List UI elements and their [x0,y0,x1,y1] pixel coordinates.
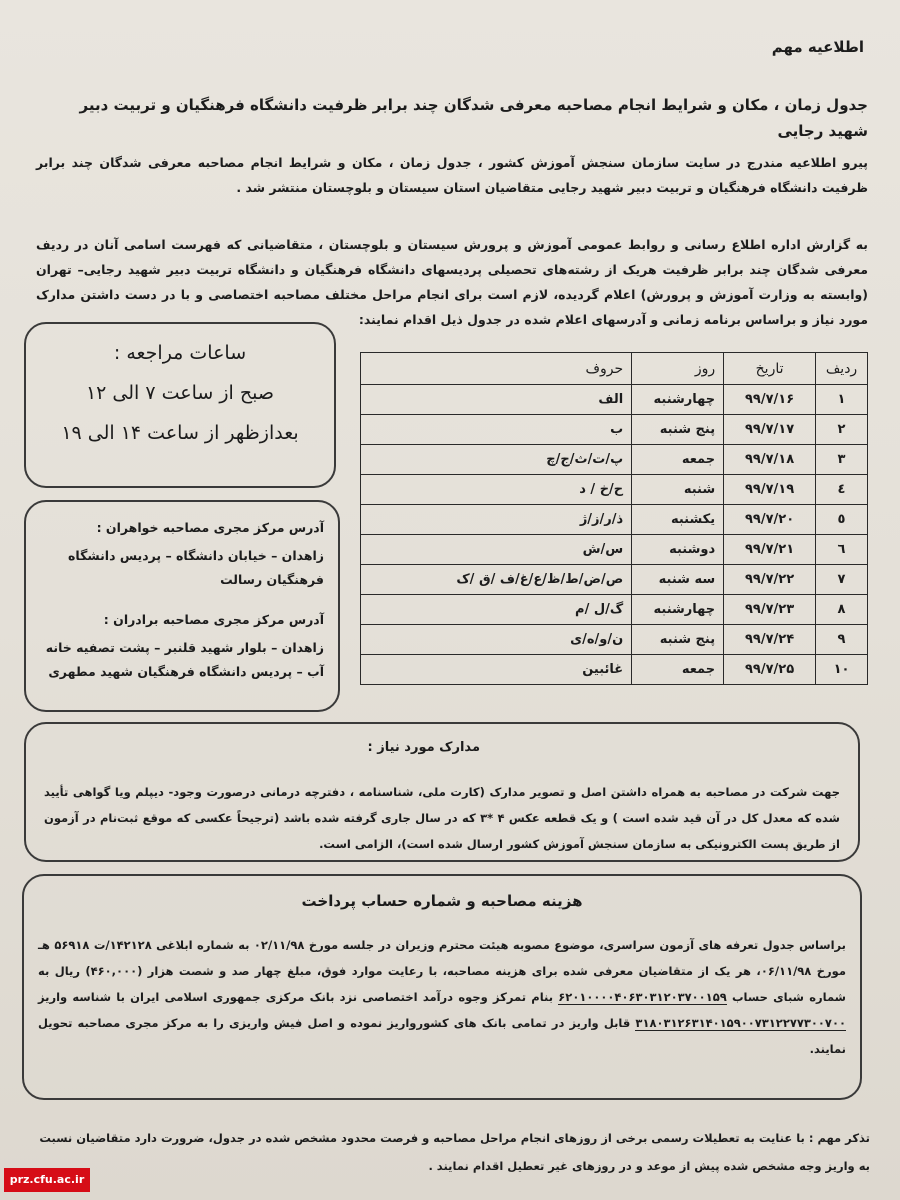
table-row [361,445,868,475]
fee-text-2: بنام تمرکز وجوه درآمد اختصاصی نزد بانک مرکزی جمهوری اسلامی ایران با شناسه واریز [38,990,554,1004]
row-day: چهارشنبه [632,595,724,625]
table-row [361,385,868,415]
row-day: جمعه [632,445,724,475]
row-letters: ذ/ر/ز/ژ [361,505,632,535]
row-letters: الف [361,385,632,415]
row-date: ۹۹/۷/۲۳ [724,595,816,625]
row-day: دوشنبه [632,535,724,565]
row-date: ۹۹/۷/۱۸ [724,445,816,475]
fee-title: هزینه مصاحبه و شماره حساب پرداخت [301,892,583,910]
row-date: ۹۹/۷/۲۴ [724,625,816,655]
fee-text-3: قابل واریز در تمامی بانک های کشورواریز نموده و اصل فیش واریزی را به مرکز مجری مصاحبه تحویل نمایند. [38,1016,846,1056]
table-row [361,415,868,445]
addresses-box [24,500,340,712]
table-row [361,595,868,625]
row-letters: گ/ل /م [361,595,632,625]
row-day: پنج شنبه [632,415,724,445]
sisters-address-title: آدرس مرکز مجری مصاحبه خواهران : [96,520,324,535]
brothers-address-title: آدرس مرکز مجری مصاحبه برادران : [103,612,324,627]
row-index: ٤ [816,475,868,505]
hours-title: ساعات مراجعه : [113,342,247,364]
row-date: ۹۹/۷/۱۷ [724,415,816,445]
header-letters: حروف [361,353,632,385]
important-note: تذکر مهم : با عنایت به تعطیلات رسمی برخی از روزهای انجام مراحل مصاحبه و فرصت محدود مشخص شده در جدول، ضرورت دارد متقاضیان نسبت به واریز وجه مشخص شده پیش از موعد و در روزهای غیر تعطیل اقدام نمایند . [39,1131,870,1173]
brothers-address: زاهدان – بلوار شهید قلنبر – پشت تصفیه خانه آب – پردیس دانشگاه فرهنگیان شهید مطهری [45,640,324,679]
fee-text [38,932,846,1062]
row-day: یکشنبه [632,505,724,535]
row-date: ۹۹/۷/۲۲ [724,565,816,595]
hours-morning: صبح از ساعت ۷ الی ۱۲ [85,382,275,404]
row-letters: ح/خ / د [361,475,632,505]
row-index: ۷ [816,565,868,595]
header-date: تاریخ [724,353,816,385]
visiting-hours-box [24,322,336,488]
row-letters: ص/ض/ط/ظ/ع/غ/ف /ق /ک [361,565,632,595]
row-letters: ن/و/ه/ی [361,625,632,655]
iban-number: ۶۲۰۱۰۰۰۰۴۰۶۳۰۳۱۲۰۳۷۰۰۱۵۹ [558,990,727,1004]
row-index: ۱ [816,385,868,415]
row-index: ٦ [816,535,868,565]
row-date: ۹۹/۷/۱۶ [724,385,816,415]
table-row [361,655,868,685]
table-header-row [361,353,868,385]
documents-text: جهت شرکت در مصاحبه به همراه داشتن اصل و تصویر مدارک (کارت ملی، شناسنامه ، دفترچه درمانی درصورت وجود- دیپلم ویا گواهی تأیید شده که معدل کل در آن قید شده است ) و یک قطعه عکس ۴ *۳ که در سال جاری گرفته شده باشد (ترجیحاً عکسی که موقع ثبت‌نام در آزمون از طریق پست الکترونیکی به سازمان سنجش آموزش کشور ارسال شده است)، الزامی است. [44,785,840,851]
header-index: ردیف [816,353,868,385]
row-index: ۲ [816,415,868,445]
site-watermark: prz.cfu.ac.ir [4,1168,90,1192]
report-paragraph: به گزارش اداره اطلاع رسانی و روابط عمومی آموزش و پرورش سیستان و بلوچستان ، متقاضیانی که فهرست اسامی آنان در ردیف معرفی شدگان چند برابر ظرفیت هریک از رشته‌های تحصیلی پردیسهای دانشگاه فرهنگیان و دانشگاه تربیت دبیر شهید رجایی– تهران (وابسته به وزارت آموزش و پرورش) اعلام گردیده، لازم است برای انجام مراحل مختلف مصاحبه اختصاصی و با در دست داشتن مدارک مورد نیاز و براساس برنامه زمانی و آدرسهای اعلام شده در جدول ذیل اقدام نمایند: [36,237,868,327]
fee-box [22,874,862,1100]
notice-title: اطلاعیه مهم [771,38,864,56]
required-documents-box [24,722,860,862]
row-day: چهارشنبه [632,385,724,415]
row-index: ۱۰ [816,655,868,685]
row-day: پنج شنبه [632,625,724,655]
row-day: سه شنبه [632,565,724,595]
sisters-address: زاهدان – خیابان دانشگاه – پردیس دانشگاه فرهنگیان رسالت [68,548,324,587]
documents-title: مدارک مورد نیاز : [367,740,480,755]
table-row [361,625,868,655]
header-day: روز [632,353,724,385]
deposit-id: ۳۱۸۰۳۱۲۶۳۱۴۰۱۵۹۰۰۷۳۱۲۲۷۷۳۰۰۷۰۰ [635,1016,846,1030]
row-day: شنبه [632,475,724,505]
table-row [361,565,868,595]
row-letters: پ/ت/ث/ج/چ [361,445,632,475]
row-letters: غائبین [361,655,632,685]
table-row [361,535,868,565]
page-title: جدول زمان ، مکان و شرایط انجام مصاحبه معرفی شدگان چند برابر ظرفیت دانشگاه فرهنگیان و تربیت دبیر شهید رجایی [79,96,868,140]
row-date: ۹۹/۷/۲۵ [724,655,816,685]
row-index: ٥ [816,505,868,535]
row-date: ۹۹/۷/۲۱ [724,535,816,565]
row-letters: س/ش [361,535,632,565]
intro-paragraph: پیرو اطلاعیه مندرج در سایت سازمان سنجش آموزش کشور ، جدول زمان ، مکان و شرایط انجام مصاحبه معرفی شدگان چند برابر ظرفیت دانشگاه فرهنگیان و تربیت دبیر شهید رجایی متقاضیان استان سیستان و بلوچستان منتشر شد . [36,155,868,195]
row-index: ۸ [816,595,868,625]
row-day: جمعه [632,655,724,685]
table-row [361,475,868,505]
hours-afternoon: بعدازظهر از ساعت ۱۴ الی ۱۹ [61,422,299,444]
row-date: ۹۹/۷/۱۹ [724,475,816,505]
table-row [361,505,868,535]
row-index: ۳ [816,445,868,475]
interview-schedule-table [360,352,868,685]
fee-text-1: براساس جدول تعرفه های آزمون سراسری، موضوع مصوبه هیئت محترم وزیران در جلسه مورخ ۰۲/۱۱/۹۸ به شماره ابلاغی ۱۴۲۱۲۸/ت ۵۶۹۱۸ هـ مورخ ۰۶/۱۱/۹۸، هر یک از متقاضیان معرفی شده برای هزینه مصاحبه، با رعایت موارد فوق، مبلغ چهار صد و شصت هزار (۴۶۰,۰۰۰) ریال به شماره شبای حساب [38,938,846,1004]
row-letters: ب [361,415,632,445]
row-date: ۹۹/۷/۲۰ [724,505,816,535]
row-index: ۹ [816,625,868,655]
